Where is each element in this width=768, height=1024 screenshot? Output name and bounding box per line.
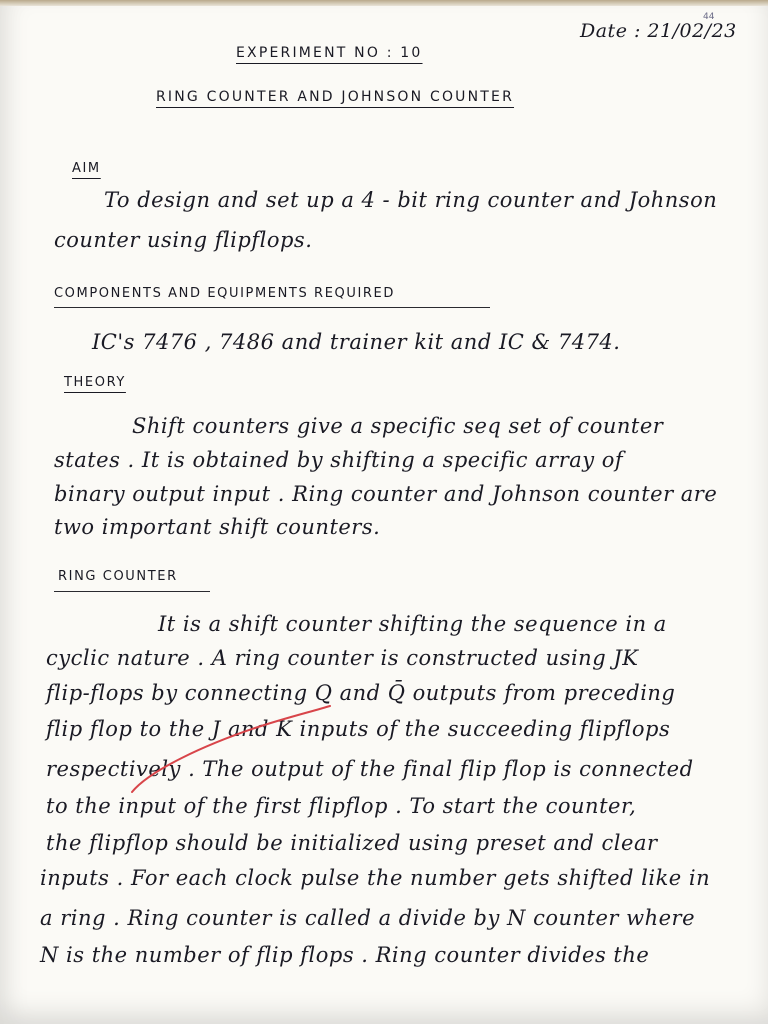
date-superscript: 44 — [703, 12, 715, 22]
components-heading: COMPONENTS AND EQUIPMENTS REQUIRED — [54, 286, 395, 301]
components-line-1: IC's 7476 , 7486 and trainer kit and IC & 7474. — [92, 330, 621, 354]
ring-line-4: flip flop to the J and K inputs of the succeeding flipflops — [46, 717, 671, 741]
theory-line-4: two important shift counters. — [54, 515, 381, 539]
ring-line-6: to the input of the first flipflop . To start the counter, — [46, 794, 637, 818]
theory-line-2: states . It is obtained by shifting a specific array of — [54, 448, 624, 472]
ring-line-8: inputs . For each clock pulse the number gets shifted like in — [40, 866, 711, 890]
ring-line-3: flip-flops by connecting Q and Q̄ outputs from preceding — [46, 681, 676, 705]
aim-heading: AIM — [72, 161, 101, 176]
theory-line-1: Shift counters give a specific seq set of counter — [132, 414, 664, 438]
ring-line-5: respectively . The output of the final flip flop is connected — [46, 757, 694, 781]
ring-line-1: It is a shift counter shifting the sequence in a — [158, 612, 667, 636]
ring-line-9: a ring . Ring counter is called a divide by N counter where — [40, 906, 696, 930]
aim-line-1: To design and set up a 4 - bit ring counter and Johnson — [104, 188, 718, 212]
theory-heading: THEORY — [64, 375, 126, 390]
experiment-number: EXPERIMENT NO : 10 — [236, 45, 423, 61]
experiment-title: RING COUNTER AND JOHNSON COUNTER — [156, 89, 515, 105]
aim-line-2: counter using flipflops. — [54, 228, 313, 252]
ring-line-7: the flipflop should be initialized using preset and clear — [46, 831, 658, 855]
ring-line-10: N is the number of flip flops . Ring counter divides the — [40, 943, 650, 967]
ring-line-2: cyclic nature . A ring counter is constructed using JK — [46, 646, 639, 670]
theory-line-3: binary output input . Ring counter and Johnson counter are — [54, 482, 718, 506]
ring-counter-heading: RING COUNTER — [58, 569, 178, 584]
date-text: Date : 21/02/23 — [580, 20, 737, 42]
